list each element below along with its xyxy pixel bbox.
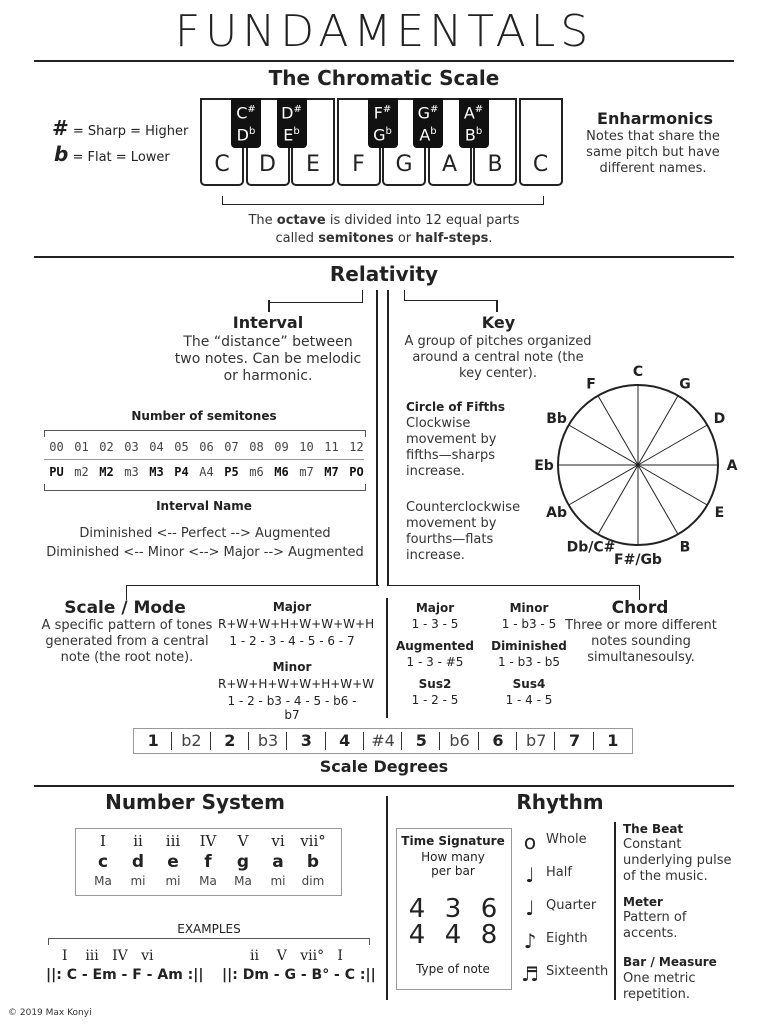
chord-type-formula: 1 - 3 - 5 — [411, 617, 459, 631]
example-1-chords: ||: C - Em - F - Am :|| — [46, 967, 204, 983]
white-key: E — [291, 98, 335, 186]
roman-numeral: V — [237, 832, 249, 850]
interval-name-label: Interval Name — [156, 499, 252, 513]
chord-type-formula: 1 - 3 - #5 — [406, 655, 464, 669]
chord-heading: Chord — [611, 598, 669, 618]
row-separator — [44, 459, 364, 460]
scale-degree: b7 — [526, 731, 547, 750]
circle-spoke — [569, 465, 638, 505]
circle-key-label: F — [586, 376, 596, 393]
time-signature-heading: Time Signature — [401, 834, 505, 848]
example-2-numerals: ii V vii° I — [250, 948, 343, 964]
scale-degree: b6 — [449, 731, 470, 750]
scale-degree: 1 — [147, 731, 159, 750]
circle-spoke — [638, 425, 707, 465]
key-text: A group of pitches organized around a central note (the key center). — [404, 334, 592, 381]
note-icon: o — [523, 830, 537, 854]
black-key-flat: $G^b$ — [373, 125, 392, 145]
chord-text: Three or more different notes sounding simultanesoulsy. — [565, 618, 717, 665]
interval-name: m3 — [124, 465, 139, 479]
interval-name: M6 — [274, 465, 289, 479]
dim-line-2: Diminished <-- Minor <--> Major --> Augmented — [46, 545, 364, 560]
black-key-sharp: D# — [281, 103, 302, 123]
semitone-number: 12 — [349, 440, 364, 454]
circle-key-label: Ab — [546, 505, 568, 521]
interval-name: m6 — [249, 465, 264, 479]
note-icon: ♩ — [525, 896, 535, 920]
roman-numeral: iii — [165, 832, 181, 850]
note-icon: ♬ — [521, 962, 539, 986]
black-key — [413, 98, 443, 148]
white-key: G — [382, 98, 426, 186]
interval-heading: Interval — [232, 313, 304, 332]
dim-line-1: Diminished <-- Perfect --> Augmented — [79, 526, 331, 541]
ts-top-number: 3 — [444, 894, 462, 924]
scale-degree: 4 — [339, 731, 351, 750]
examples-label: EXAMPLES — [177, 922, 241, 936]
black-key-flat: $E^b$ — [283, 125, 300, 145]
interval-name: PU — [49, 465, 64, 479]
octave-text: The octave is divided into 12 equal parts called semitones or half-steps. — [248, 213, 520, 246]
interval-name: M2 — [99, 465, 114, 479]
white-key: C — [200, 98, 244, 186]
key-heading: Key — [481, 313, 516, 332]
chord-quality: Ma — [199, 874, 217, 888]
scale-note: f — [204, 852, 212, 872]
interval-name-row — [44, 465, 370, 479]
relativity-heading: Relativity — [329, 262, 439, 286]
circle-spoke — [638, 465, 678, 534]
black-key — [277, 98, 307, 148]
note-icon: ♩ — [525, 863, 535, 887]
scale-text: A specific pattern of tones generated from a central note (the root note). — [41, 618, 213, 665]
circle-spoke — [638, 396, 678, 465]
black-key-sharp: G# — [417, 103, 439, 123]
circle-spoke — [598, 396, 638, 465]
enharmonics-heading: Enharmonics — [597, 109, 713, 128]
scale-degree: 5 — [415, 731, 427, 750]
black-key-sharp: F# — [373, 103, 392, 123]
scale-chord-divider — [386, 598, 388, 718]
divider — [34, 60, 734, 62]
circle-text-clockwise: Clockwise movement by fifths—sharps increase. — [406, 416, 497, 479]
interval-text: The “distance” between two notes. Can be melodic or harmonic. — [174, 334, 362, 384]
semitone-number: 07 — [224, 440, 239, 454]
key-bracket — [404, 290, 497, 301]
interval-name: M7 — [324, 465, 339, 479]
scale-minor-degrees: 1 - 2 - b3 - 4 - 5 - b6 - b7 — [227, 694, 357, 722]
ts-bottom-number: 4 — [408, 920, 426, 950]
example-1-numerals: I iii IV vi — [62, 948, 154, 964]
circle-key-label: C — [632, 364, 644, 380]
note-name: Eighth — [546, 931, 588, 946]
semitone-number: 06 — [199, 440, 214, 454]
white-key: C — [519, 98, 563, 186]
beat-text: Constant underlying pulse of the music. — [623, 837, 732, 884]
divider — [34, 785, 734, 787]
semitone-number: 08 — [249, 440, 264, 454]
ts-top-number: 6 — [480, 894, 498, 924]
semitone-number: 00 — [49, 440, 64, 454]
relativity-spine-right — [387, 290, 389, 586]
semitone-number: 10 — [299, 440, 314, 454]
circle-spoke — [569, 425, 638, 465]
interval-bracket — [270, 290, 363, 303]
copyright: © 2019 Max Konyi — [8, 1008, 92, 1018]
rhythm-info-divider — [614, 822, 616, 1000]
scale-degree: 2 — [224, 731, 236, 750]
scale-degree: 6 — [492, 731, 504, 750]
scale-note: a — [272, 852, 284, 872]
scale-degree: b2 — [181, 731, 202, 750]
scale-major-label: Major — [272, 600, 312, 614]
scale-note: g — [236, 852, 250, 872]
enharmonics-text: Notes that share the same pitch but have different names. — [586, 129, 720, 176]
white-key: D — [246, 98, 290, 186]
black-key-flat: $B^b$ — [464, 125, 483, 145]
sharp-legend: # = Sharp = Higher — [52, 116, 189, 140]
black-key-flat: $D^b$ — [236, 125, 256, 145]
octave-bracket — [222, 196, 544, 205]
piano-keyboard — [200, 98, 566, 188]
circle-key-label: Bb — [546, 411, 567, 427]
note-name: Whole — [546, 832, 587, 847]
circle-of-fifths — [520, 360, 760, 575]
black-key-flat: $A^b$ — [419, 125, 437, 145]
black-key-sharp: A# — [463, 103, 484, 123]
chord-quality: mi — [270, 874, 286, 888]
scale-degrees-label: Scale Degrees — [319, 757, 449, 776]
chromatic-heading: The Chromatic Scale — [268, 66, 500, 90]
example-2-chords: ||: Dm - G - B° - C :|| — [222, 967, 376, 983]
chord-type-name: Major — [415, 601, 455, 615]
interval-tick — [268, 300, 270, 312]
interval-name: M3 — [149, 465, 164, 479]
semitone-number: 01 — [74, 440, 89, 454]
interval-name: A4 — [199, 465, 214, 479]
chord-type-name: Sus2 — [418, 677, 452, 691]
roman-numeral: vii° — [300, 832, 326, 850]
black-key-sharp: C# — [236, 103, 256, 123]
roman-numeral: I — [100, 832, 106, 850]
time-signature-top: How many per bar — [421, 850, 485, 878]
scale-degree: 7 — [568, 731, 581, 750]
circle-key-label: Db/C# — [566, 539, 616, 556]
scale-major-pattern: R+W+W+H+W+W+W+H — [218, 617, 375, 631]
beat-heading: The Beat — [623, 822, 684, 836]
circle-key-label: E — [714, 505, 725, 521]
scale-heading: Scale / Mode — [64, 598, 186, 618]
rhythm-heading: Rhythm — [516, 790, 604, 814]
scale-degree: b3 — [257, 731, 279, 750]
interval-name: P5 — [224, 465, 239, 479]
circle-spoke — [598, 465, 638, 534]
scale-degree: #4 — [371, 731, 395, 750]
roman-numeral: vi — [271, 832, 285, 850]
semitone-number: 04 — [149, 440, 164, 454]
examples-bracket — [48, 938, 370, 945]
interval-name: PO — [349, 465, 364, 479]
black-key — [459, 98, 489, 148]
chord-type-formula: 1 - 2 - 5 — [411, 693, 459, 707]
scale-major-degrees: 1 - 2 - 3 - 4 - 5 - 6 - 7 — [229, 634, 355, 648]
note-icon: ♪ — [523, 929, 537, 953]
meter-text: Pattern of accents. — [623, 910, 687, 941]
chord-type-formula: 1 - b3 - 5 — [501, 617, 557, 631]
white-key: B — [473, 98, 517, 186]
interval-name: P4 — [174, 465, 189, 479]
roman-numeral: IV — [199, 832, 217, 850]
bar-heading: Bar / Measure — [623, 955, 717, 969]
scale-degree: 1 — [607, 731, 619, 750]
scale-minor-pattern: R+W+H+W+W+H+W+W — [218, 677, 375, 691]
divider — [34, 256, 734, 258]
note-name: Sixteenth — [546, 964, 609, 979]
circle-text-counter: Counterclockwise movement by fourths—flats increase. — [406, 500, 521, 563]
scale-note: c — [97, 852, 109, 872]
semitone-bracket-top — [44, 430, 366, 437]
chord-quality: mi — [130, 874, 146, 888]
circle-key-label: B — [679, 539, 691, 556]
chord-quality: Ma — [94, 874, 112, 888]
circle-key-label: G — [679, 376, 691, 393]
ts-top-number: 4 — [408, 894, 426, 924]
chord-type-name: Augmented — [395, 639, 475, 653]
interval-name: m2 — [74, 465, 89, 479]
ts-bottom-number: 4 — [444, 920, 462, 950]
note-name: Quarter — [546, 898, 597, 913]
chord-type-name: Minor — [509, 601, 549, 615]
circle-heading: Circle of Fifths — [406, 400, 505, 414]
semitone-number: 05 — [174, 440, 189, 454]
key-tick — [496, 300, 498, 312]
note-name: Half — [546, 865, 572, 880]
semitone-number: 11 — [324, 440, 339, 454]
white-key: F — [337, 98, 381, 186]
black-key — [231, 98, 261, 148]
bottom-divider — [386, 796, 388, 1000]
chord-quality: mi — [165, 874, 181, 888]
interval-name: m7 — [299, 465, 314, 479]
page-title: FUNDAMENTALS — [174, 6, 594, 57]
circle-key-label: F#/Gb — [614, 552, 662, 568]
circle-spoke — [638, 465, 707, 505]
scale-note: b — [306, 852, 320, 872]
chord-type-formula: 1 - 4 - 5 — [505, 693, 553, 707]
semitone-number: 02 — [99, 440, 114, 454]
scale-note: e — [167, 852, 179, 872]
chord-type-name: Diminished — [491, 639, 567, 653]
scale-minor-label: Minor — [272, 660, 312, 674]
ts-bottom-number: 8 — [480, 920, 498, 950]
white-key: A — [428, 98, 472, 186]
circle-key-label: A — [726, 458, 738, 474]
scale-note: d — [131, 852, 145, 872]
semitones-label: Number of semitones — [131, 409, 277, 423]
chord-quality: Ma — [234, 874, 252, 888]
semitone-number: 09 — [274, 440, 289, 454]
chord-type-formula: 1 - b3 - b5 — [497, 655, 561, 669]
semitone-bracket-bottom — [44, 484, 366, 491]
flat-legend: b = Flat = Lower — [54, 142, 170, 166]
bar-text: One metric repetition. — [623, 971, 696, 1002]
black-key — [368, 98, 398, 148]
semitone-number: 03 — [124, 440, 139, 454]
chord-quality: dim — [301, 874, 325, 888]
meter-heading: Meter — [623, 895, 663, 909]
scale-degree: 3 — [300, 731, 312, 750]
chord-type-name: Sus4 — [512, 677, 546, 691]
number-system-heading: Number System — [105, 790, 285, 814]
roman-numeral: ii — [133, 832, 143, 850]
circle-key-label: Eb — [534, 458, 554, 474]
semitone-row — [44, 440, 370, 454]
circle-key-label: D — [713, 411, 726, 427]
scale-degrees-bar — [133, 728, 633, 754]
time-signature-bottom: Type of note — [416, 962, 490, 976]
